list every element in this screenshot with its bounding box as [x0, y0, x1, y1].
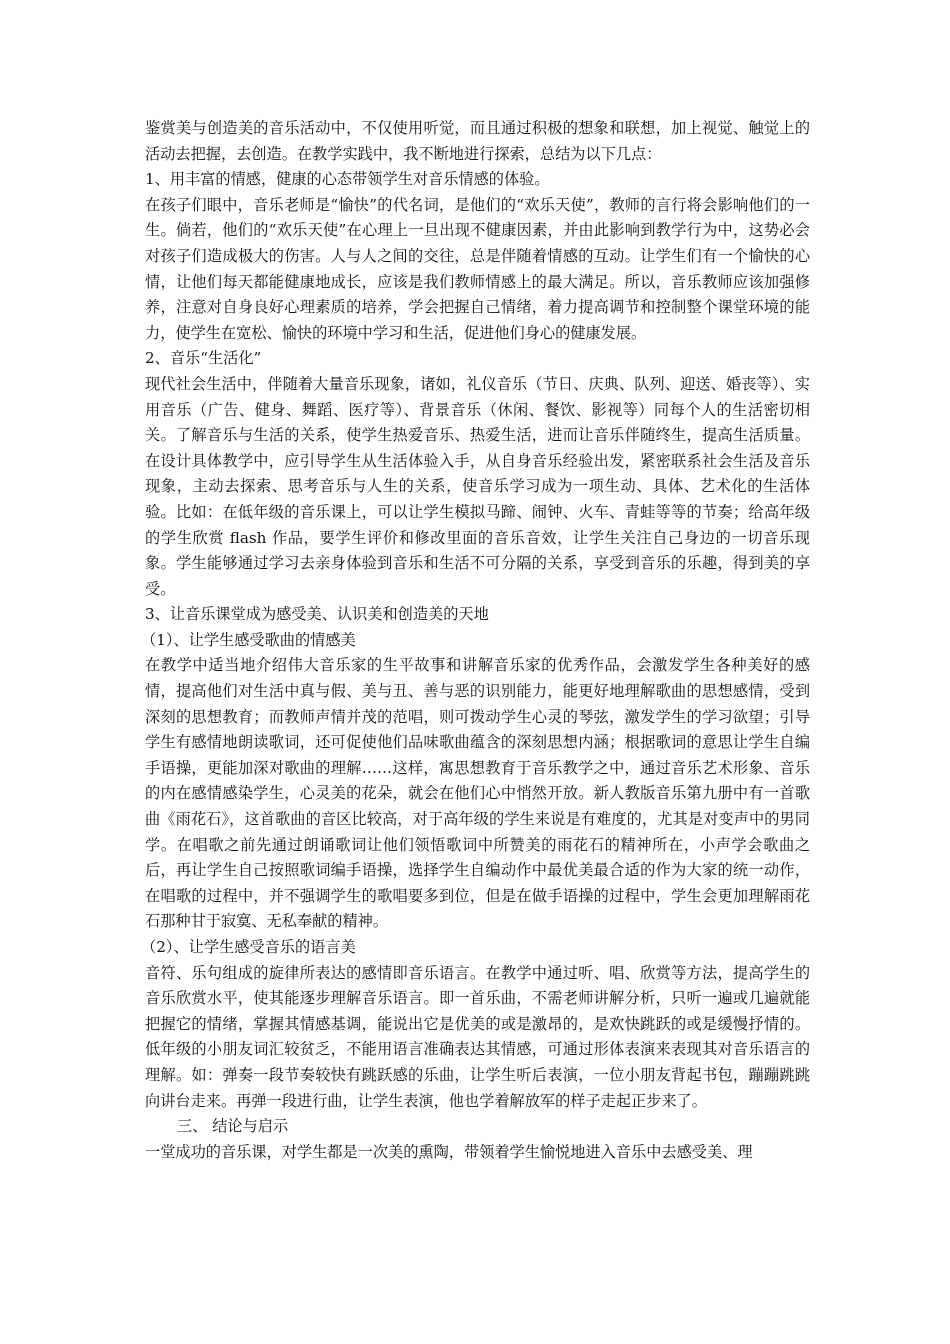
section-2-heading: 2、音乐“生活化”	[145, 349, 262, 368]
document-page	[141, 116, 810, 1165]
subsection-3-2-heading: （2）、让学生感受音乐的语言美	[141, 938, 356, 956]
subsection-3-1-paragraph: 在教学中适当地介绍伟大音乐家的生平故事和讲解音乐家的优秀作品，会激发学生各种美好的感情，提高他们对生活中真与假、美与丑、善与恶的识别能力，能更好地理解歌曲的思想感情，受到深刻的思想教育；而教师声情并茂的范唱，则可拨动学生心灵的琴弦，激发学生的学习欲望；引导学生有感情地朗读歌词，还可促使他们品味歌曲蕴含的深刻思想内涵；根据歌词的意思让学生自编手语操，更能加深对歌曲的理解……这样，寓思想教育于音乐教学之中，通过音乐艺术形象、音乐的内在感情感染学生，心灵美的花朵，就会在他们心中悄然开放。新人教版音乐第九册中有一首歌曲《雨花石》，这首歌曲的音区比较高，对于高年级的学生来说是有难度的，尤其是对变声中的男同学。在唱歌之前先通过朗诵歌词让他们领悟歌词中所赞美的雨花石的精神所在，小声学会歌曲之后，再让学生自己按照歌词编手语操，选择学生自编动作中最优美最合适的作为大家的统一动作，在唱歌的过程中，并不强调学生的歌唱要多到位，但是在做手语操的过程中，学生会更加理解雨花石那种甘于寂寞、无私奉献的精神。	[145, 656, 810, 931]
subsection-3-2-paragraph: 音符、乐句组成的旋律所表达的感情即音乐语言。在教学中通过听、唱、欣赏等方法，提高学生的音乐欣赏水平，使其能逐步理解音乐语言。即一首乐曲，不需老师讲解分析，只听一遍或几遍就能把握它的情绪，掌握其情感基调，能说出它是优美的或是激昂的，是欢快跳跃的或是缓慢抒情的。低年级的小朋友词汇较贫乏，不能用语言准确表达其情感，可通过形体表演来表现其对音乐语言的理解。如：弹奏一段节奏较快有跳跃感的乐曲，让学生听后表演，一位小朋友背起书包，蹦蹦跳跳向讲台走来。再弹一段进行曲，让学生表演，他也学着解放军的样子走起正步来了。	[145, 963, 810, 1110]
section-1-heading: 1、用丰富的情感，健康的心态带领学生对音乐情感的体验。	[145, 170, 550, 189]
section-2-paragraph: 现代社会生活中，伴随着大量音乐现象，诸如，礼仪音乐（节日、庆典、队列、迎送、婚丧等）、实用音乐（广告、健身、舞蹈、医疗等）、背景音乐（休闲、餐饮、影视等）同每个人的生活密切相关。了解音乐与生活的关系，使学生热爱音乐、热爱生活，进而让音乐伴随终生，提高生活质量。在设计具体教学中，应引导学生从生活体验入手，从自身音乐经验出发，紧密联系社会生活及音乐现象，主动去探索、思考音乐与人生的关系，使音乐学习成为一项生动、具体、艺术化的生活体验。比如：在低年级的音乐课上，可以让学生模拟马蹄、闹钟、火车、青蛙等等的节奏；给高年级的学生欣赏 flash 作品，要学生评价和修改里面的音乐音效，让学生关注自己身边的一切音乐现象。学生能够通过学习去亲身体验到音乐和生活不可分隔的关系，享受到音乐的乐趣，得到美的享受。	[145, 374, 810, 598]
conclusion-paragraph: 一堂成功的音乐课，对学生都是一次美的熏陶，带领着学生愉悦地进入音乐中去感受美、理	[145, 1142, 753, 1161]
section-1-paragraph: 在孩子们眼中，音乐老师是“愉快”的代名词，是他们的“欢乐天使”，教师的言行将会影响他们的一生。倘若，他们的“欢乐天使”在心理上一旦出现不健康因素，并由此影响到教学行为中，这势必会对孩子们造成极大的伤害。人与人之间的交往，总是伴随着情感的互动。让学生们有一个愉快的心情，让他们每天都能健康地成长，应该是我们教师情感上的最大满足。所以，音乐教师应该加强修养，注意对自身良好心理素质的培养，学会把握自己情绪，着力提高调节和控制整个课堂环境的能力，使学生在宽松、愉快的环境中学习和生活，促进他们身心的健康发展。	[145, 195, 810, 342]
subsection-3-1-heading: （1）、让学生感受歌曲的情感美	[141, 630, 356, 649]
conclusion-heading: 三、 结论与启示	[177, 1117, 289, 1136]
intro-paragraph: 鉴赏美与创造美的音乐活动中，不仅使用听觉，而且通过积极的想象和联想，加上视觉、触觉上的活动去把握，去创造。在教学实践中，我不断地进行探索，总结为以下几点：	[145, 119, 810, 163]
section-3-heading: 3、让音乐课堂成为感受美、认识美和创造美的天地	[145, 605, 489, 624]
